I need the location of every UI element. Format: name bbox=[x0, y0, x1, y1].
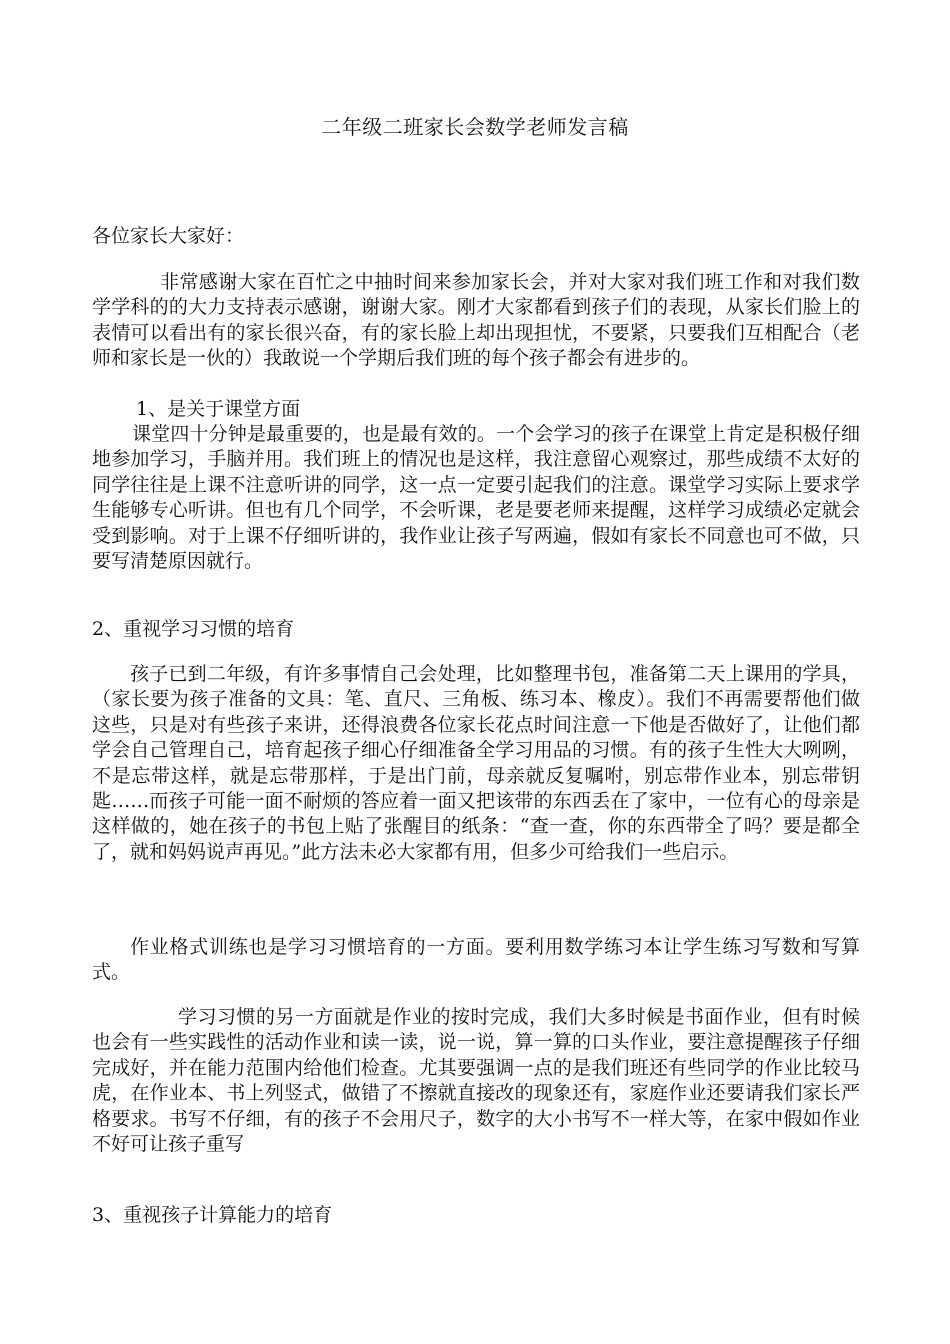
greeting: 各位家长大家好： bbox=[92, 225, 245, 247]
section-1-body: 课堂四十分钟是最重要的，也是最有效的。一个会学习的孩子在课堂上肯定是积极仔细地参加学习，手脑并用。我们班上的情况也是这样，我注意留心观察过，那些成绩不太好的同学往往是上课不注意听讲的同学，这一点一定要引起我们的注意。课堂学习实际上要求学生能够专心听讲。但也有几个同学，不会听课，老是要老师来提醒，这样学习成绩必定就会受到影响。对于上课不仔细听讲的，我作业让孩子写两遍，假如有家长不同意也可不做，只要写清楚原因就行。 bbox=[92, 423, 860, 573]
section-1-heading: 1、是关于课堂方面 bbox=[136, 398, 301, 420]
section-2-paragraph-3: 学习习惯的另一方面就是作业的按时完成，我们大多时候是书面作业，但有时候也会有一些实践性的活动作业和读一读，说一说，算一算的口头作业，要注意提醒孩子仔细完成好，并在能力范围内给他们检查。尤其要强调一点的是我们班还有些同学的作业比较马虎，在作业本、书上列竖式，做错了不擦就直接改的现象还有，家庭作业还要请我们家长严格要求。书写不仔细，有的孩子不会用尺子，数字的大小书写不一样大等，在家中假如作业不好可让孩子重写 bbox=[92, 1006, 860, 1156]
section-3-heading: 3、重视孩子计算能力的培育 bbox=[92, 1204, 333, 1226]
section-2-paragraph-2: 作业格式训练也是学习习惯培育的一方面。要利用数学练习本让学生练习写数和写算式。 bbox=[92, 936, 860, 984]
section-2-paragraph-1: 孩子已到二年级，有许多事情自己会处理，比如整理书包，准备第二天上课用的学具，（家长要为孩子准备的文具：笔、直尺、三角板、练习本、橡皮）。我们不再需要帮他们做这些，只是对有些孩子来讲，还得浪费各位家长花点时间注意一下他是否做好了，让他们都学会自己管理自己，培育起孩子细心仔细准备全学习用品的习惯。有的孩子生性大大咧咧，不是忘带这样，就是忘带那样，于是出门前，母亲就反复嘱咐，别忘带作业本，别忘带钥匙……而孩子可能一面不耐烦的答应着一面又把该带的东西丢在了家中，一位有心的母亲是这样做的，她在孩子的书包上贴了张醒目的纸条：“查一查，你的东西带全了吗？要是都全了，就和妈妈说声再见。”此方法未必大家都有用，但多少可给我们一些启示。 bbox=[92, 663, 860, 863]
intro-paragraph: 非常感谢大家在百忙之中抽时间来参加家长会，并对大家对我们班工作和对我们数学学科的的大力支持表示感谢，谢谢大家。刚才大家都看到孩子们的表现，从家长们脸上的表情可以看出有的家长很兴奋，有的家长脸上却出现担忧，不要紧，只要我们互相配合（老师和家长是一伙的）我敢说一个学期后我们班的每个孩子都会有进步的。 bbox=[92, 271, 860, 370]
section-2-heading: 2、重视学习习惯的培育 bbox=[92, 618, 295, 640]
document-title: 二年级二班家长会数学老师发言稿 bbox=[321, 115, 629, 139]
